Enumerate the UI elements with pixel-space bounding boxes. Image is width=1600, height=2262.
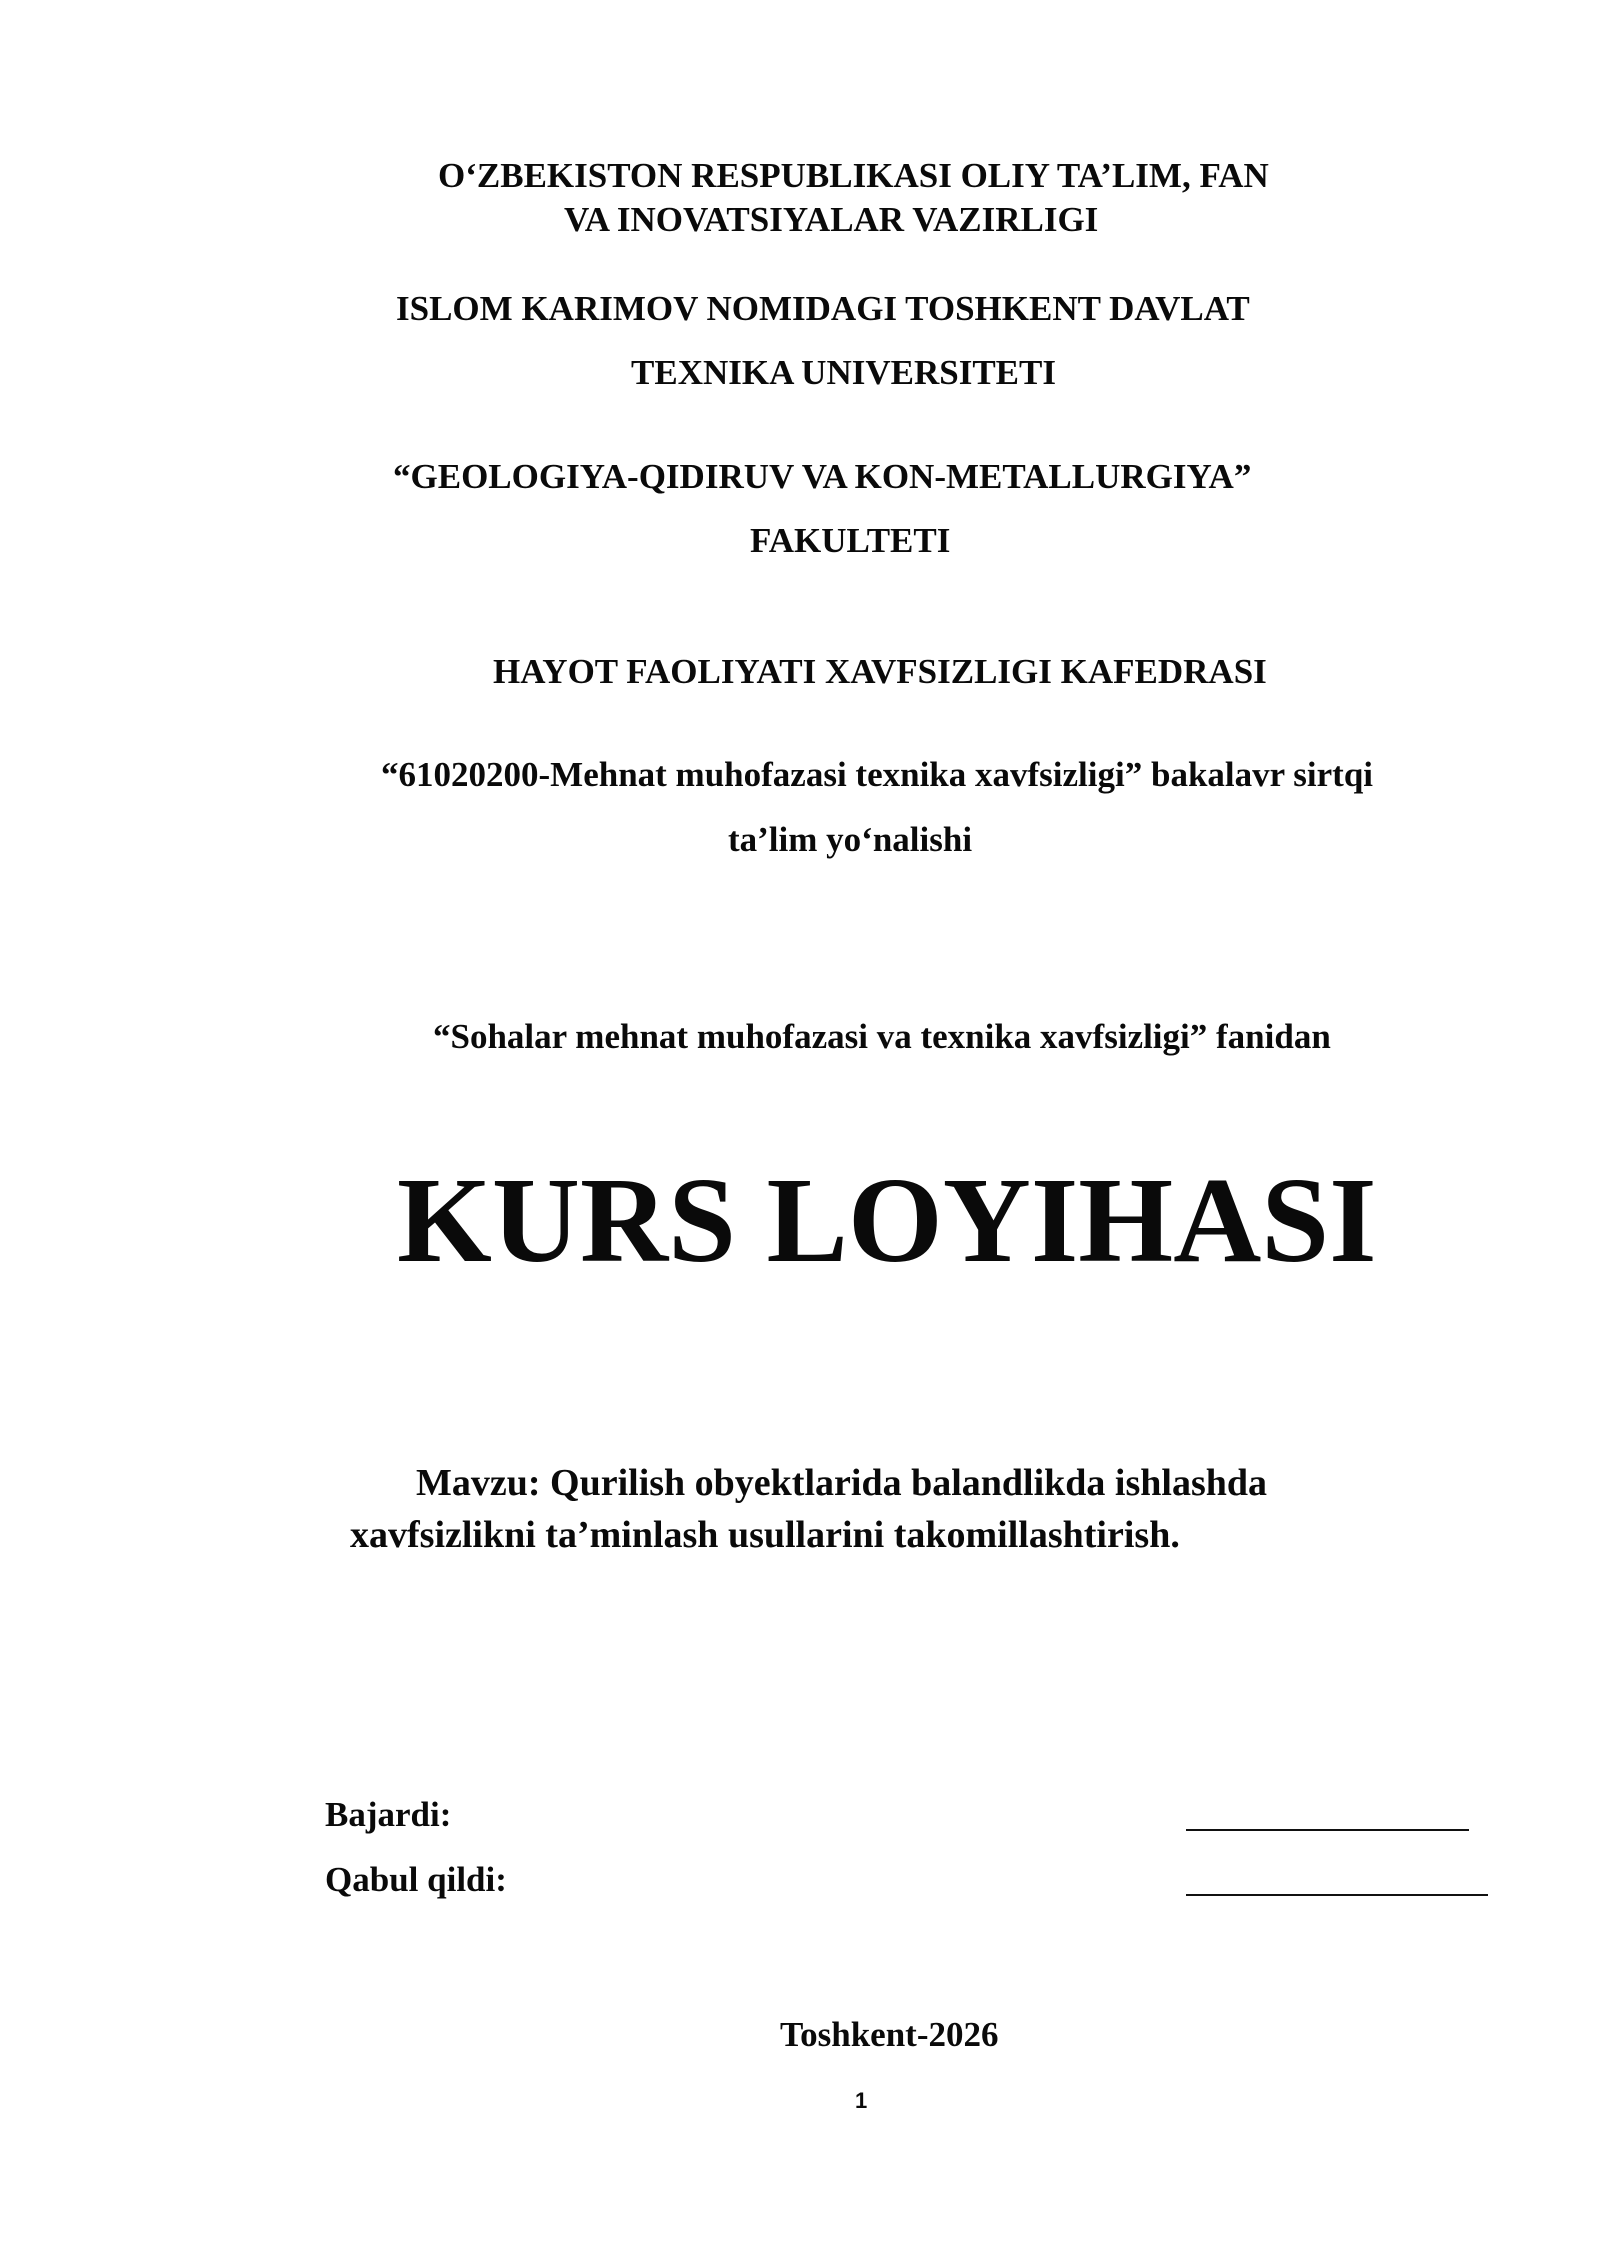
department-name: HAYOT FAOLIYATI XAVFSIZLIGI KAFEDRASI xyxy=(493,652,1267,691)
topic-line-2: xavfsizlikni ta’minlash usullarini takomillashtirish. xyxy=(350,1514,1180,1556)
direction-line-2: ta’lim yo‘nalishi xyxy=(728,820,973,859)
done-by-signature-line xyxy=(1186,1829,1469,1831)
direction-line-1: “61020200-Mehnat muhofazasi texnika xavfsizligi” bakalavr sirtqi xyxy=(381,755,1374,794)
university-line-1: ISLOM KARIMOV NOMIDAGI TOSHKENT DAVLAT xyxy=(396,289,1250,328)
document-title: KURS LOYIHASI xyxy=(397,1153,1377,1288)
ministry-line-2: VA INOVATSIYALAR VAZIRLIGI xyxy=(564,200,1099,239)
faculty-line-1: “GEOLOGIYA-QIDIRUV VA KON-METALLURGIYA” xyxy=(393,457,1252,496)
city-year: Toshkent-2026 xyxy=(780,2015,999,2054)
accepted-by-signature-line xyxy=(1186,1894,1488,1896)
done-by-label: Bajardi: xyxy=(325,1795,452,1834)
faculty-line-2: FAKULTETI xyxy=(750,521,951,560)
topic-line-1: Mavzu: Qurilish obyektlarida balandlikda ishlashda xyxy=(416,1462,1268,1504)
accepted-by-label: Qabul qildi: xyxy=(325,1860,507,1899)
ministry-line-1: O‘ZBEKISTON RESPUBLIKASI OLIY TA’LIM, FAN xyxy=(438,156,1269,195)
university-line-2: TEXNIKA UNIVERSITETI xyxy=(631,353,1056,392)
page-number: 1 xyxy=(855,2088,868,2113)
subject-line: “Sohalar mehnat muhofazasi va texnika xavfsizligi” fanidan xyxy=(433,1017,1331,1056)
